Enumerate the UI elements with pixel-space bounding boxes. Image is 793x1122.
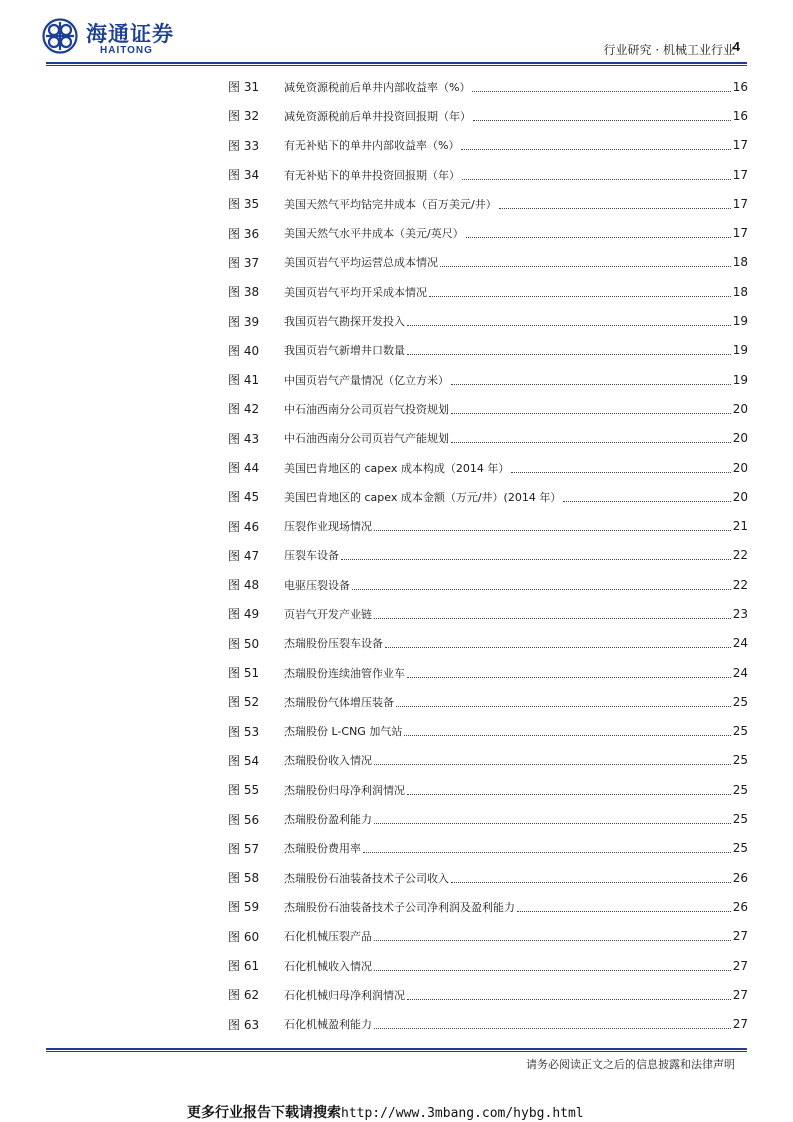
figure-label: 图 41	[228, 373, 260, 388]
logo-english-text: HAITONG	[100, 45, 153, 56]
toc-row[interactable]	[228, 804, 748, 833]
figure-title: 杰瑞股份费用率	[284, 842, 361, 856]
figure-page-number: 17	[732, 196, 748, 211]
dot-leader	[451, 881, 731, 883]
figure-page-number: 25	[732, 724, 748, 739]
figure-title: 美国天然气水平井成本（美元/英尺）	[284, 227, 464, 241]
download-promo-link[interactable]: http://www.3mbang.com/hybg.html	[341, 1106, 584, 1121]
figure-label: 图 34	[228, 168, 260, 183]
figure-label: 图 44	[228, 461, 260, 475]
toc-row[interactable]	[228, 775, 748, 804]
toc-row[interactable]	[228, 570, 748, 599]
toc-row[interactable]	[228, 1010, 748, 1039]
toc-row[interactable]	[228, 541, 748, 570]
toc-row[interactable]	[228, 336, 748, 365]
figure-page-number: 25	[732, 694, 748, 709]
dot-leader	[363, 851, 731, 853]
figure-title: 有无补贴下的单井投资回报期（年）	[284, 168, 460, 182]
dot-leader	[396, 705, 731, 707]
section-title: 行业研究 · 机械工业行业	[603, 43, 735, 57]
dot-leader	[473, 119, 731, 121]
figure-title: 杰瑞股份 L-CNG 加气站	[284, 725, 403, 739]
dot-leader	[407, 324, 731, 326]
toc-row[interactable]	[228, 248, 748, 277]
toc-row[interactable]	[228, 834, 748, 863]
toc-row[interactable]	[228, 131, 748, 160]
figure-page-number: 17	[732, 138, 748, 153]
figure-label: 图 50	[228, 636, 260, 651]
toc-row[interactable]	[228, 511, 748, 540]
figure-page-number: 18	[732, 255, 748, 270]
download-promo-text: 更多行业报告下载请搜索	[187, 1105, 341, 1121]
figure-label: 图 38	[228, 285, 260, 300]
figure-title: 杰瑞股份收入情况	[284, 754, 372, 768]
figure-label: 图 42	[228, 402, 260, 417]
figure-title: 美国巴肯地区的 capex 成本构成（2014 年）	[284, 461, 510, 475]
dot-leader	[429, 295, 731, 297]
figure-page-number: 27	[732, 929, 748, 944]
dot-leader	[511, 471, 730, 473]
dot-leader	[341, 558, 731, 560]
dot-leader	[407, 793, 731, 795]
toc-row[interactable]	[228, 218, 748, 247]
header-divider	[46, 62, 747, 64]
figure-label: 图 53	[228, 724, 260, 739]
figure-title: 中石油西南分公司页岩气产能规划	[284, 432, 449, 446]
toc-row[interactable]	[228, 599, 748, 628]
figure-title: 杰瑞股份连续油管作业车	[284, 666, 405, 680]
dot-leader	[374, 939, 731, 941]
figure-label: 图 58	[228, 871, 260, 886]
figure-page-number: 20	[732, 401, 748, 416]
toc-row[interactable]	[228, 746, 748, 775]
figure-title: 压裂作业现场情况	[284, 520, 372, 534]
dot-leader	[374, 529, 731, 531]
toc-row[interactable]	[228, 629, 748, 658]
figure-page-number: 25	[732, 812, 748, 827]
dot-leader	[462, 178, 731, 180]
figure-index-list	[228, 72, 748, 1039]
figure-title: 美国巴肯地区的 capex 成本金额（万元/井）(2014 年）	[284, 490, 562, 504]
figure-label: 图 45	[228, 490, 260, 505]
figure-label: 图 35	[228, 197, 260, 212]
figure-page-number: 27	[732, 1017, 748, 1032]
toc-row[interactable]	[228, 160, 748, 189]
dot-leader	[385, 646, 731, 648]
figure-title: 杰瑞股份石油装备技术子公司收入	[284, 871, 449, 885]
figure-label: 图 51	[228, 666, 260, 681]
figure-page-number: 25	[732, 841, 748, 856]
figure-page-number: 21	[732, 519, 748, 534]
figure-title: 美国天然气平均钻完井成本（百万美元/井）	[284, 197, 497, 211]
haitong-logo-icon	[42, 18, 78, 54]
dot-leader	[451, 383, 731, 385]
dot-leader	[374, 822, 731, 824]
figure-page-number: 27	[732, 958, 748, 973]
footer-divider-thin	[46, 1051, 747, 1052]
figure-title: 减免资源税前后单井投资回报期（年）	[284, 109, 471, 123]
dot-leader	[352, 588, 731, 590]
figure-page-number: 17	[732, 226, 748, 241]
figure-page-number: 26	[732, 870, 748, 885]
toc-row[interactable]	[228, 863, 748, 892]
toc-row[interactable]	[228, 101, 748, 130]
dot-leader	[466, 236, 731, 238]
figure-label: 图 63	[228, 1017, 260, 1032]
toc-row[interactable]	[228, 951, 748, 980]
figure-title: 石化机械收入情况	[284, 959, 372, 973]
figure-label: 图 32	[228, 109, 260, 124]
figure-title: 电驱压裂设备	[284, 578, 350, 592]
figure-page-number: 19	[732, 343, 748, 358]
dot-leader	[407, 998, 731, 1000]
company-logo	[42, 14, 192, 60]
figure-label: 图 31	[228, 80, 260, 95]
figure-label: 图 37	[228, 255, 260, 270]
dot-leader	[374, 617, 731, 619]
logo-chinese-text: 海通证券	[86, 21, 174, 46]
figure-label: 图 57	[228, 841, 260, 856]
figure-label: 图 55	[228, 783, 260, 798]
figure-label: 图 47	[228, 548, 260, 563]
toc-row[interactable]	[228, 658, 748, 687]
download-promo	[187, 1102, 584, 1122]
toc-row[interactable]	[228, 482, 748, 511]
figure-title: 杰瑞股份气体增压装备	[284, 695, 394, 709]
figure-title: 中国页岩气产量情况（亿立方米）	[284, 373, 449, 387]
figure-page-number: 20	[732, 460, 748, 475]
figure-label: 图 54	[228, 753, 260, 768]
figure-title: 我国页岩气新增井口数量	[284, 344, 405, 358]
figure-page-number: 19	[732, 314, 748, 329]
dot-leader	[472, 90, 730, 92]
figure-label: 图 49	[228, 607, 260, 622]
dot-leader	[404, 734, 730, 736]
dot-leader	[374, 969, 731, 971]
figure-page-number: 16	[732, 108, 748, 123]
figure-title: 美国页岩气平均开采成本情况	[284, 285, 427, 299]
figure-title: 杰瑞股份压裂车设备	[284, 637, 383, 651]
figure-page-number: 20	[732, 489, 748, 504]
figure-page-number: 22	[732, 548, 748, 563]
figure-label: 图 61	[228, 959, 260, 974]
figure-page-number: 17	[732, 167, 748, 182]
dot-leader	[407, 676, 731, 678]
toc-row[interactable]	[228, 189, 748, 218]
figure-title: 杰瑞股份盈利能力	[284, 813, 372, 827]
dot-leader	[499, 207, 731, 209]
figure-page-number: 16	[732, 79, 748, 94]
dot-leader	[374, 1027, 731, 1029]
toc-row[interactable]	[228, 365, 748, 394]
figure-label: 图 36	[228, 226, 260, 241]
figure-label: 图 56	[228, 812, 260, 827]
dot-leader	[451, 441, 731, 443]
figure-label: 图 43	[228, 431, 260, 446]
toc-row[interactable]	[228, 980, 748, 1009]
toc-row[interactable]	[228, 277, 748, 306]
figure-page-number: 25	[732, 753, 748, 768]
figure-page-number: 24	[732, 665, 748, 680]
figure-label: 图 60	[228, 929, 260, 944]
toc-row[interactable]	[228, 687, 748, 716]
figure-label: 图 52	[228, 695, 260, 710]
toc-row[interactable]	[228, 424, 748, 453]
figure-label: 图 59	[228, 900, 260, 915]
toc-row[interactable]	[228, 72, 748, 101]
figure-page-number: 22	[732, 577, 748, 592]
figure-label: 图 39	[228, 314, 260, 329]
figure-title: 石化机械压裂产品	[284, 930, 372, 944]
figure-page-number: 20	[732, 431, 748, 446]
figure-title: 减免资源税前后单井内部收益率（%）	[284, 80, 471, 94]
dot-leader	[461, 148, 730, 150]
figure-title: 石化机械盈利能力	[284, 1018, 372, 1032]
toc-row[interactable]	[228, 453, 748, 482]
figure-page-number: 18	[732, 284, 748, 299]
figure-page-number: 23	[732, 606, 748, 621]
dot-leader	[517, 910, 731, 912]
figure-label: 图 40	[228, 343, 260, 358]
dot-leader	[451, 412, 731, 414]
figure-title: 美国页岩气平均运营总成本情况	[284, 256, 438, 270]
figure-label: 图 48	[228, 578, 260, 593]
figure-title: 中石油西南分公司页岩气投资规划	[284, 402, 449, 416]
figure-page-number: 25	[732, 782, 748, 797]
toc-row[interactable]	[228, 306, 748, 335]
toc-row[interactable]	[228, 717, 748, 746]
toc-row[interactable]	[228, 394, 748, 423]
figure-label: 图 46	[228, 519, 260, 534]
legal-disclaimer: 请务必阅读正文之后的信息披露和法律声明	[526, 1058, 735, 1071]
figure-title: 页岩气开发产业链	[284, 607, 372, 621]
dot-leader	[374, 763, 731, 765]
figure-page-number: 19	[732, 372, 748, 387]
figure-title: 压裂车设备	[284, 549, 339, 563]
dot-leader	[407, 353, 731, 355]
toc-row[interactable]	[228, 922, 748, 951]
figure-title: 杰瑞股份石油装备技术子公司净利润及盈利能力	[284, 900, 515, 914]
figure-label: 图 62	[228, 988, 260, 1003]
figure-page-number: 24	[732, 636, 748, 651]
header-divider-thin	[46, 65, 747, 66]
toc-row[interactable]	[228, 892, 748, 921]
figure-label: 图 33	[228, 138, 260, 153]
dot-leader	[563, 500, 730, 502]
figure-title: 杰瑞股份归母净利润情况	[284, 783, 405, 797]
page-number: 4	[732, 39, 740, 54]
figure-title: 我国页岩气勘探开发投入	[284, 315, 405, 329]
figure-page-number: 27	[732, 987, 748, 1002]
figure-page-number: 26	[732, 899, 748, 914]
footer-divider	[46, 1048, 747, 1050]
figure-title: 石化机械归母净利润情况	[284, 988, 405, 1002]
figure-title: 有无补贴下的单井内部收益率（%）	[284, 139, 460, 153]
dot-leader	[440, 265, 731, 267]
